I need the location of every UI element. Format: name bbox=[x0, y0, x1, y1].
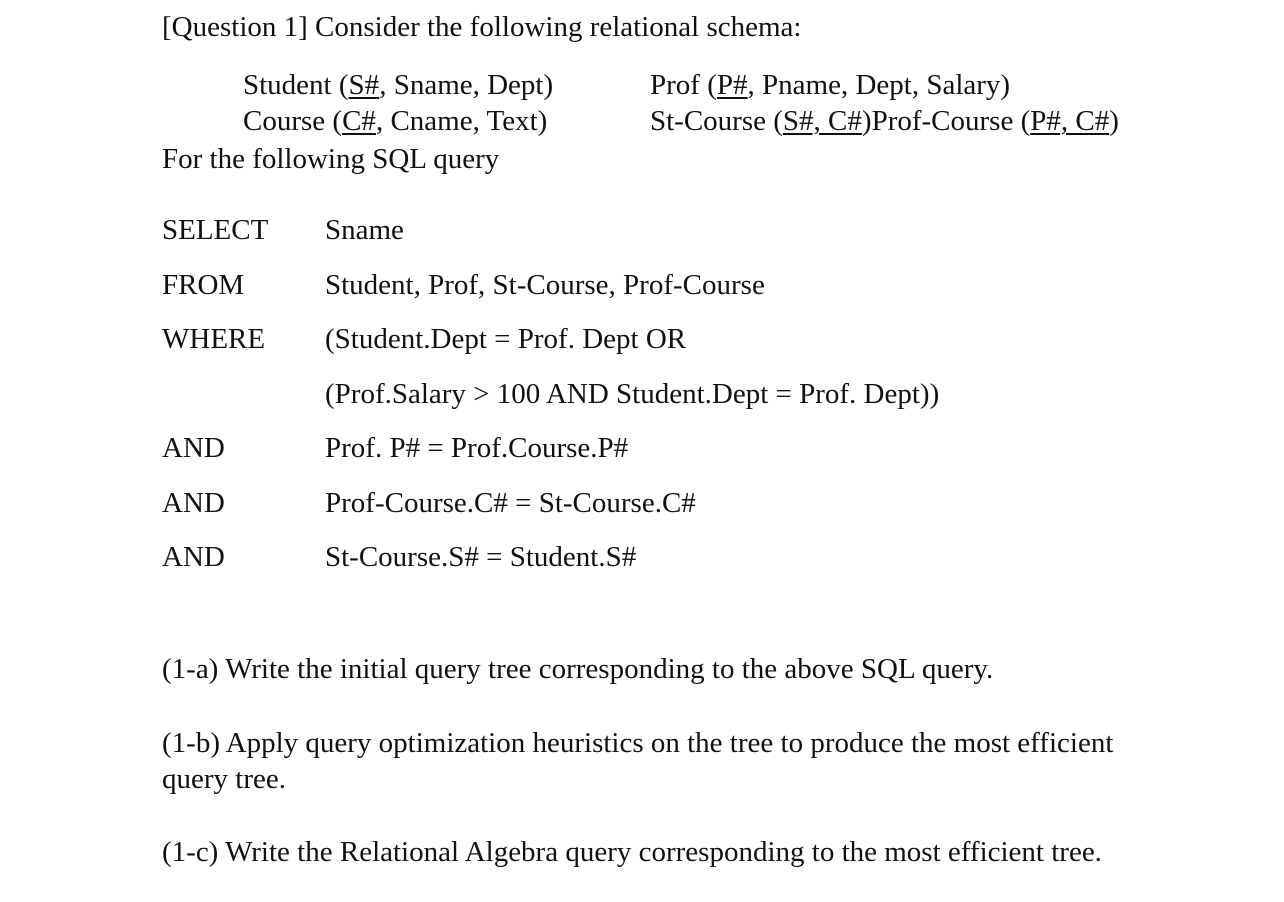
schema-prof-course-key: P#, C# bbox=[1030, 105, 1110, 137]
schema-st-course-name: St-Course bbox=[650, 105, 766, 137]
sql-keyword: WHERE bbox=[162, 323, 266, 355]
sql-clause: (Prof.Salary > 100 AND Student.Dept = Prof. Dept)) bbox=[325, 378, 940, 410]
sql-clause: Sname bbox=[325, 214, 404, 246]
schema-course-rest: , Cname, Text) bbox=[375, 105, 548, 137]
sql-clause: Prof-Course.C# = St-Course.C# bbox=[325, 487, 696, 519]
sql-clause: Prof. P# = Prof.Course.P# bbox=[325, 432, 629, 464]
query-intro: For the following SQL query bbox=[162, 143, 500, 175]
question-heading: [Question 1] Consider the following relational schema: bbox=[162, 11, 802, 43]
part-1a: (1-a) Write the initial query tree corresponding to the above SQL query. bbox=[162, 653, 994, 685]
schema-course bbox=[243, 104, 547, 139]
part-1c: (1-c) Write the Relational Algebra query corresponding to the most efficient tree. bbox=[162, 836, 1102, 868]
schema-st-course-close: ) bbox=[861, 105, 872, 137]
schema-prof-open: ( bbox=[699, 69, 717, 101]
schema-prof-course-open: ( bbox=[1013, 105, 1031, 137]
sql-keyword: AND bbox=[162, 432, 225, 464]
schema-student-key: S# bbox=[348, 69, 380, 101]
sql-clause: Student, Prof, St-Course, Prof-Course bbox=[325, 269, 765, 301]
schema-student-rest: , Sname, Dept) bbox=[379, 69, 554, 101]
sql-keyword: SELECT bbox=[162, 214, 269, 246]
schema-prof bbox=[650, 68, 1010, 103]
schema-course-open: ( bbox=[325, 105, 343, 137]
schema-course-key: C# bbox=[342, 105, 376, 137]
schema-student-open: ( bbox=[331, 69, 349, 101]
part-1b-line1: (1-b) Apply query optimization heuristics on the tree to produce the most efficient bbox=[162, 727, 1114, 759]
schema-prof-key: P# bbox=[716, 69, 748, 101]
sql-clause: (Student.Dept = Prof. Dept OR bbox=[325, 323, 687, 355]
schema-prof-name: Prof bbox=[650, 69, 700, 101]
sql-keyword: AND bbox=[162, 487, 225, 519]
schema-st-course-open: ( bbox=[766, 105, 783, 137]
sql-clause: St-Course.S# = Student.S# bbox=[325, 541, 637, 573]
schema-st-course-prof-course bbox=[650, 104, 1119, 139]
schema-student bbox=[243, 68, 553, 103]
schema-prof-course-close: ) bbox=[1109, 105, 1119, 137]
sql-keyword: FROM bbox=[162, 269, 245, 301]
schema-prof-course-name: Prof-Course bbox=[871, 105, 1014, 137]
sql-keyword: AND bbox=[162, 541, 225, 573]
part-1b-line2: query tree. bbox=[162, 763, 286, 795]
schema-course-name: Course bbox=[243, 105, 326, 137]
schema-student-name: Student bbox=[243, 69, 332, 101]
schema-prof-rest: , Pname, Dept, Salary) bbox=[747, 69, 1011, 101]
schema-st-course-key: S#, C# bbox=[782, 105, 862, 137]
